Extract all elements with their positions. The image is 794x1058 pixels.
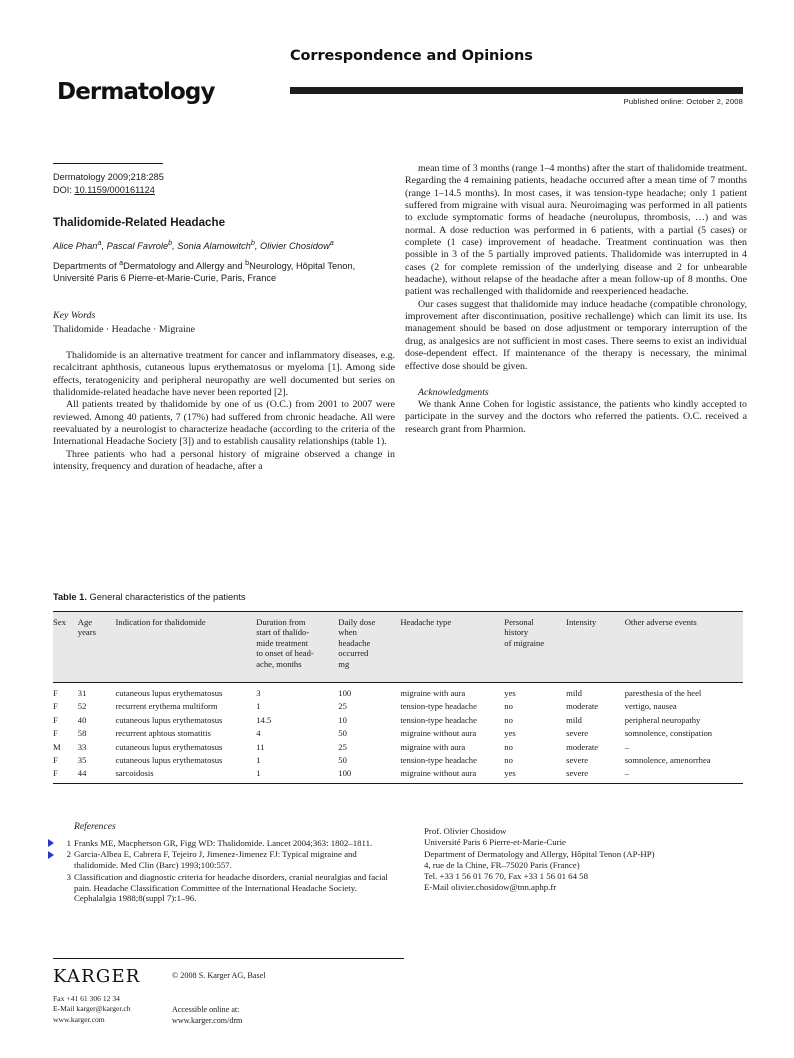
citation-line: Dermatology 2009;218:285 [53,172,164,183]
cell-daily-dose: 10 [338,714,347,725]
author-3-affil-marker: b [250,237,255,247]
cell-sex: F [53,701,58,712]
cell-daily-dose: 50 [338,754,347,765]
cell-intensity: moderate [566,741,599,752]
cell-other-adverse-events: somnolence, constipation [624,728,713,739]
body-paragraph: All patients treated by thalidomide by one of us (O.C.) from 2001 to 2007 were reviewed. Among 40 patients, 7 (17%) had suffered from chronic headache. All were reevaluated by a neurologist to characterize headache (according to the criteria of the International Headache Society [3]) and to establish causality relationships (table 1). [53,399,395,448]
cell-daily-dose: 25 [338,701,347,712]
cell-other-adverse-events: somnolence, amenorrhea [624,754,711,765]
journal-citation [53,171,395,196]
table-row [53,753,743,766]
table-footer-row [53,783,743,784]
table-caption-label: Table 1. [53,592,87,602]
reference-number: 2 [66,849,71,860]
table-caption [53,592,743,602]
cell-headache-type: migraine without aura [400,768,477,779]
journal-logo: Dermatology [57,79,215,105]
contact-university: Université Paris 6 Pierre-et-Marie-Curie [424,837,566,848]
cell-age: 33 [77,741,87,752]
publisher-website[interactable]: www.karger.com [53,1014,105,1024]
reference-link-marker-icon[interactable] [48,839,54,847]
cell-other-adverse-events: – [624,741,629,752]
cell-indication: sarcoidosis [115,768,154,779]
running-head: Correspondence and Opinions [290,48,533,64]
author-2-affil-marker: b [168,237,173,247]
column-header-indication: Indication for thalidomide [115,612,256,683]
body-paragraph: mean time of 3 months (range 1–4 months) after the start of thalidomide treatment. Regarding the 4 remaining patients, headache occurred after a mean time of 7 months (range 1–14.5 months). In most cases, it was tension-type headache; only 1 patient suffered from migraine with visual aura. Neuroimaging was performed in all patients to exclude symptomatic forms of headache (neurolupus, thrombosis, …) and was normal. A dose reduction was performed in 6 patients, with a partial (5 cases) or complete (1 case) improvement of headache. Treatment continuation was then possible in 3 of the 5 partially improved patients. Thalidomide was interrupted in 4 cases (2 for complete remission of the underlying disease and 2 for unbearable headache), without relapse of the headache after a mean follow-up of 8 months. One patient was rechallenged with thalidomide and reexperienced headache. [405,163,747,298]
cell-daily-dose: 100 [338,688,352,698]
contact-phone-fax: Tel. +33 1 56 01 76 70, Fax +33 1 56 01 64 58 [424,871,588,882]
affiliation [53,257,395,284]
cell-headache-type: tension-type headache [400,754,477,765]
online-access-block [172,1004,242,1026]
cell-intensity: mild [566,688,582,698]
table-header [53,612,743,683]
references-section [53,822,398,905]
reference-text: Garcia-Albea E, Cabrera F, Tejeiro J, Jimenez-Jimenez FJ: Typical migraine and thalidomide. Med Clin (Barc) 1993;100:557. [74,849,357,871]
author-4: Olivier Chosidow [260,240,330,251]
cell-duration: 3 [256,688,261,698]
reference-text: Classification and diagnostic criteria for headache disorders, cranial neuralgias and facial pain. Headache Classification Committee of the International Headache Society. Cephalalgia 1988;8(suppl 7):1–96. [74,871,388,904]
table-row [53,767,743,783]
right-column [405,163,747,436]
keywords-heading: Key Words [53,310,96,322]
table-footer-cell [53,783,743,784]
body-paragraph: Our cases suggest that thalidomide may induce headache (compatible chronology, improvement after discontinuation, positive rechallenge) which can limit its use. Its management should be based on dose adjustment or temporary interruption of the drug, as analgesics are not sufficient in most cases. There seems to exist an individual dose-dependent effect. If maintenance of the therapy is necessary, the minimal effective dose should be given. [405,298,747,372]
author-sep-1: , [101,240,107,251]
reference-item [53,872,398,905]
column-header-headache-type: Headache type [400,612,504,683]
body-paragraph: Three patients who had a personal history of migraine observed a change in intensity, frequency and duration of headache, after a [53,448,395,472]
table-row [53,683,743,700]
cell-headache-type: tension-type headache [400,701,477,712]
cell-indication: cutaneous lupus erythematosus [115,741,223,752]
cell-sex: F [53,714,58,725]
masthead [0,0,794,130]
column-header-personal-history: Personal history of migraine [504,612,566,683]
cell-personal-history: yes [504,768,516,779]
keywords-list: Thalidomide · Headache · Migraine [53,323,196,335]
reference-number: 3 [66,871,71,882]
publisher-email[interactable]: E-Mail karger@karger.ch [53,1004,131,1014]
column-header-duration: Duration from start of thalido- mide treatment to onset of head- ache, months [256,612,338,683]
publisher-fax: Fax +41 61 306 12 34 [53,994,120,1003]
contact-department: Department of Dermatology and Allergy, Hôpital Tenon (AP-HP) [424,848,655,859]
body-paragraph: Thalidomide is an alternative treatment for cancer and inflammatory diseases, e.g. recalcitrant aphthosis, cutaneous lupus erythematosus or myeloma [1]. Among side effects, teratogenicity and peripheral neuropathy are well documented but series on thalidomide-related headache have never been reported [2]. [53,349,395,398]
table-row [53,740,743,753]
cell-personal-history: no [504,741,513,752]
cell-age: 52 [77,701,87,712]
reference-number: 1 [66,837,71,848]
doi-line [53,184,395,196]
cell-intensity: mild [566,714,582,725]
cell-personal-history: no [504,754,513,765]
left-column [53,163,395,473]
cell-other-adverse-events: – [624,768,629,779]
cell-personal-history: no [504,701,513,712]
cell-age: 44 [77,768,87,779]
column-header-age: Age years [78,612,116,683]
table-caption-text: General characteristics of the patients [86,592,246,602]
cell-headache-type: migraine with aura [400,741,466,752]
author-list [53,237,395,252]
cell-daily-dose: 100 [338,768,352,779]
reference-text: Franks ME, Macpherson GR, Figg WD: Thalidomide. Lancet 2004;363: 1802–1811. [74,837,373,848]
doi-label: DOI: [53,184,75,195]
contact-email[interactable]: E-Mail olivier.chosidow@tnn.aphp.fr [424,882,557,893]
masthead-rule [290,87,743,94]
cell-sex: F [53,688,58,698]
cell-daily-dose: 50 [338,728,347,739]
cell-intensity: severe [566,768,589,779]
reference-item [53,838,398,849]
cell-personal-history: yes [504,728,516,739]
table-row [53,727,743,740]
table-section [53,592,743,784]
cell-indication: cutaneous lupus erythematosus [115,714,223,725]
author-sep-3: , [254,240,261,251]
author-2: Pascal Favrole [106,240,169,251]
cell-age: 35 [77,754,87,765]
cell-headache-type: migraine with aura [400,688,466,698]
cell-sex: M [53,741,61,752]
cell-personal-history: yes [504,688,516,698]
cell-age: 31 [77,688,87,698]
cell-duration: 1 [256,754,261,765]
cell-age: 40 [77,714,87,725]
cell-indication: recurrent erythema multiform [115,701,218,712]
author-1: Alice Phan [53,240,98,251]
cell-indication: cutaneous lupus erythematosus [115,688,223,698]
cell-duration: 1 [256,701,261,712]
acknowledgments-heading: Acknowledgments [418,386,489,398]
cell-other-adverse-events: vertigo, nausea [624,701,677,712]
author-1-affil-marker: a [97,237,102,247]
table-body [53,683,743,784]
cell-indication: recurrent aphtous stomatitis [115,728,211,739]
cell-sex: F [53,768,58,779]
correspondence-block [424,826,754,894]
accessible-online-url[interactable]: www.karger.com/drm [172,1016,243,1025]
cell-other-adverse-events: paresthesia of the heel [624,688,702,698]
cell-indication: cutaneous lupus erythematosus [115,754,223,765]
cell-sex: F [53,728,58,739]
column-top-rule [53,163,163,164]
cell-intensity: moderate [566,701,599,712]
cell-intensity: severe [566,728,589,739]
cell-sex: F [53,754,58,765]
contact-address: 4, rue de la Chine, FR–75020 Paris (France) [424,859,580,870]
affiliation-marker-a: a [119,257,124,267]
cell-duration: 14.5 [256,714,272,725]
column-header-daily-dose: Daily dose when headache occurred mg [338,612,400,683]
cell-personal-history: no [504,714,513,725]
cell-daily-dose: 25 [338,741,347,752]
published-online-date: Published online: October 2, 2008 [623,97,743,106]
column-header-sex: Sex [53,612,78,683]
cell-headache-type: migraine without aura [400,728,477,739]
affiliation-mid: Dermatology and Allergy and [123,260,246,271]
references-heading: References [74,821,116,832]
cell-duration: 1 [256,768,261,779]
table-header-row [53,612,743,683]
contact-name: Prof. Olivier Chosidow [424,826,507,836]
cell-other-adverse-events: peripheral neuropathy [624,714,701,725]
doi-link[interactable]: 10.1159/000161124 [74,184,155,195]
column-header-other-adverse-events: Other adverse events [625,612,743,683]
cell-duration: 11 [256,741,265,752]
accessible-online-label: Accessible online at: [172,1005,240,1014]
reference-link-marker-icon[interactable] [48,851,54,859]
reference-item [53,849,398,871]
patients-table [53,611,743,784]
cell-intensity: severe [566,754,589,765]
cell-headache-type: tension-type headache [400,714,477,725]
author-4-affil-marker: a [329,237,334,247]
table-bottom-rule [53,783,743,784]
affiliation-pre: Departments of [53,260,120,271]
table-row [53,713,743,726]
publisher-contact [53,994,131,1025]
footer-rule [53,958,404,959]
affiliation-marker-b: b [245,257,250,267]
author-3: Sonia Alamowitch [177,240,251,251]
column-header-intensity: Intensity [566,612,625,683]
acknowledgments-paragraph: We thank Anne Cohen for logistic assistance, the patients who kindly accepted to participate in the survey and the doctors who referred the patients. O.C. received a research grant from Pharmion. [405,399,747,435]
publisher-logo: KARGER [53,966,141,987]
author-sep-2: , [172,240,178,251]
article-title: Thalidomide-Related Headache [53,215,226,229]
cell-age: 58 [77,728,87,739]
table-row [53,700,743,713]
cell-duration: 4 [256,728,261,739]
copyright-notice: © 2008 S. Karger AG, Basel [172,971,266,980]
affiliation-post: Neurology, Hôpital Tenon, Université Paris 6 Pierre-et-Marie-Curie, Paris, France [53,260,356,284]
